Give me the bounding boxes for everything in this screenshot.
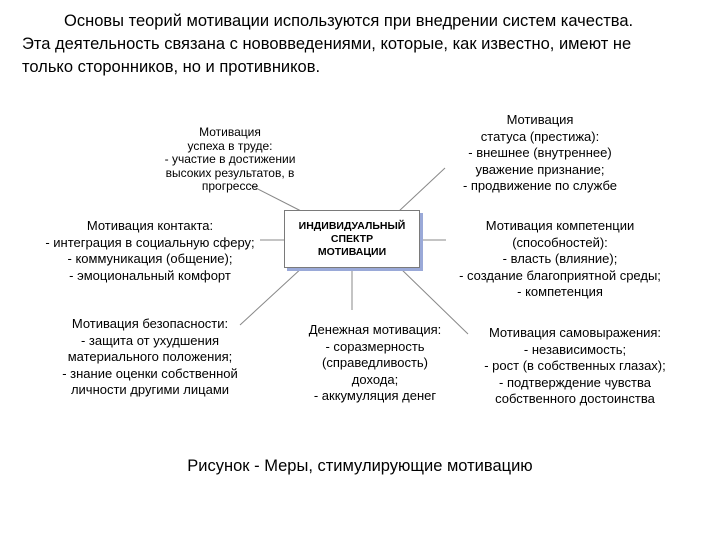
block-line: Мотивация — [506, 112, 574, 127]
block-line: - аккумуляция денег — [313, 388, 437, 403]
block-line: - власть (влияние); — [502, 251, 618, 266]
block-line: - внешнее (внутреннее) — [468, 145, 612, 160]
block-line: - защита от ухудшения — [80, 332, 220, 348]
block-line: - компетенция — [517, 284, 603, 299]
block-line: Мотивация — [199, 125, 261, 139]
block-line: (справедливость) — [321, 355, 428, 370]
block-line: Мотивация компетенции — [485, 218, 635, 233]
block-line: Мотивация самовыражения: — [488, 325, 662, 340]
center-line: СПЕКТР — [330, 232, 374, 245]
block-line: личности другими лицами — [70, 382, 230, 397]
block-line: - подтверждение чувства — [499, 374, 651, 390]
intro-line: только сторонников, но и противников. — [22, 58, 321, 76]
block-line: - интеграция в социальную сферу; — [45, 234, 255, 250]
block-line: - знание оценки собственной — [62, 365, 238, 381]
motivation-money-block — [290, 322, 460, 405]
block-line: - эмоциональный комфорт — [69, 267, 231, 283]
block-line: статуса (престижа): — [480, 128, 600, 144]
block-line: (способностей): — [512, 234, 608, 250]
motivation-contact-block — [20, 218, 280, 284]
motivation-status-block — [440, 112, 640, 195]
intro-line: Основы теорий мотивации используются при внедрении систем качества. — [64, 12, 634, 30]
block-line: - продвижение по службе — [462, 178, 618, 193]
figure-caption: Рисунок - Меры, стимулирующие мотивацию — [187, 457, 533, 475]
intro-line: Эта деятельность связана с нововведениями, которые, как известно, имеют не — [22, 35, 632, 53]
motivation-safety-block — [40, 316, 260, 399]
block-line: - соразмерность — [325, 338, 425, 354]
block-line: дохода; — [351, 371, 399, 387]
block-line: собственного достоинства — [495, 391, 655, 406]
center-spectrum-box — [284, 210, 420, 268]
block-line: - коммуникация (общение); — [67, 251, 233, 266]
block-line: Денежная мотивация: — [308, 322, 442, 337]
block-line: уважение признание; — [475, 161, 605, 177]
block-line: прогрессе — [201, 179, 259, 193]
connector-status — [398, 168, 445, 212]
block-line: - участие в достижении — [164, 152, 296, 166]
motivation-success-block — [140, 126, 320, 194]
center-line: ИНДИВИДУАЛЬНЫЙ — [298, 219, 406, 232]
block-line: успеха в труде: — [187, 138, 273, 153]
block-line: Мотивация безопасности: — [71, 316, 229, 331]
block-line: высоких результатов, в — [165, 165, 295, 180]
block-line: - независимость; — [523, 341, 627, 357]
center-line: МОТИВАЦИИ — [317, 245, 387, 258]
block-line: - рост (в собственных глазах); — [484, 358, 666, 373]
block-line: Мотивация контакта: — [86, 218, 214, 233]
block-line: - создание благоприятной среды; — [459, 267, 661, 283]
motivation-competence-block — [440, 218, 680, 301]
motivation-self-expression-block — [462, 325, 688, 408]
block-line: материального положения; — [67, 349, 233, 364]
